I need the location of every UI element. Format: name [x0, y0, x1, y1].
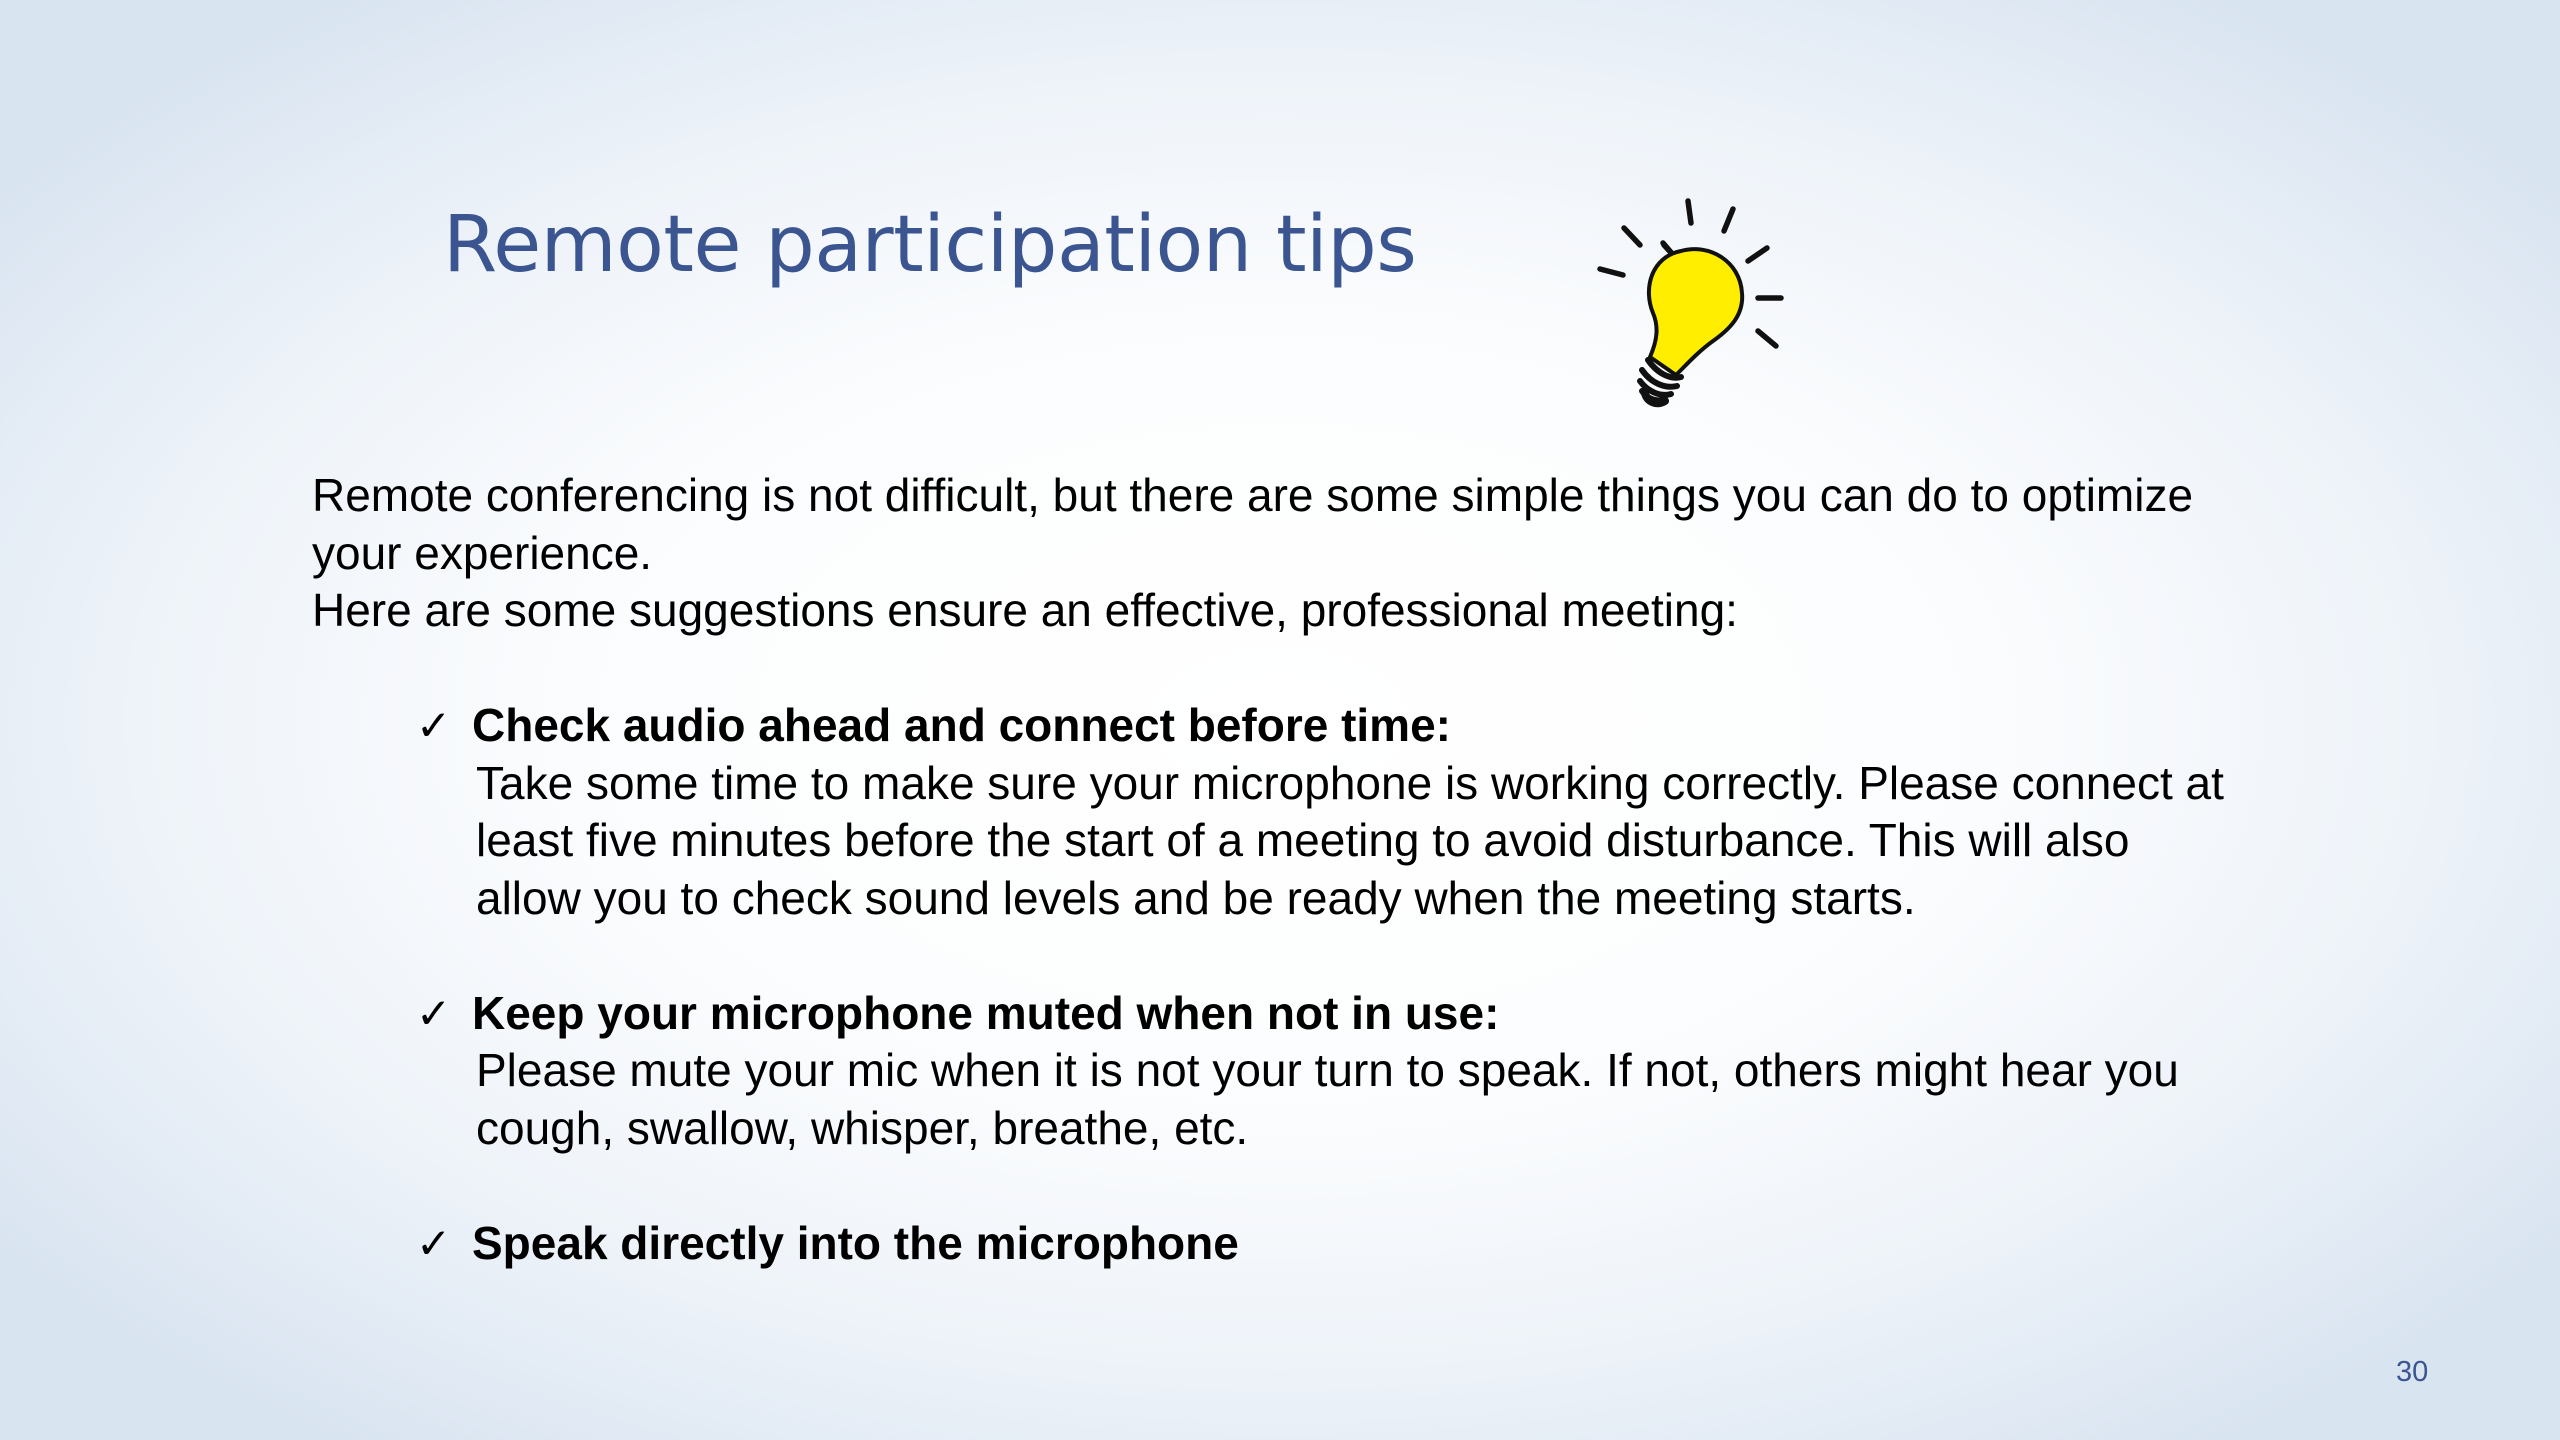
checkmark-icon: ✓ — [416, 988, 452, 1038]
tip-item — [312, 697, 2232, 927]
tip-heading: Speak directly into the microphone — [472, 1216, 1239, 1269]
intro-paragraph: Remote conferencing is not difficult, but there are some simple things you can do to optimize your experience. — [312, 469, 2194, 579]
slide-body — [312, 467, 2232, 1272]
checkmark-icon: ✓ — [416, 701, 452, 750]
tip-heading: Check audio ahead and connect before time: — [472, 699, 1451, 751]
tip-item — [312, 985, 2232, 1158]
lightbulb-icon — [1585, 195, 1785, 410]
slide-title: Remote participation tips — [443, 200, 1417, 290]
tips-list — [312, 697, 2232, 1272]
tip-description: Please mute your mic when it is not your turn to speak. If not, others might hear you cough, swallow, whisper, breathe, etc. — [476, 1044, 2179, 1154]
intro-text — [312, 467, 2232, 640]
checkmark-icon: ✓ — [416, 1218, 452, 1268]
tip-heading: Keep your microphone muted when not in use: — [472, 986, 1500, 1039]
tip-description: Take some time to make sure your microphone is working correctly. Please connect at least five minutes before the start of a meeting to avoid disturbance. This will also allow you to check sound levels and be ready when the meeting starts. — [476, 756, 2224, 924]
intro-paragraph: Here are some suggestions ensure an effective, professional meeting: — [312, 584, 1738, 636]
page-number: 30 — [2396, 1356, 2429, 1388]
tip-item — [312, 1215, 2232, 1273]
